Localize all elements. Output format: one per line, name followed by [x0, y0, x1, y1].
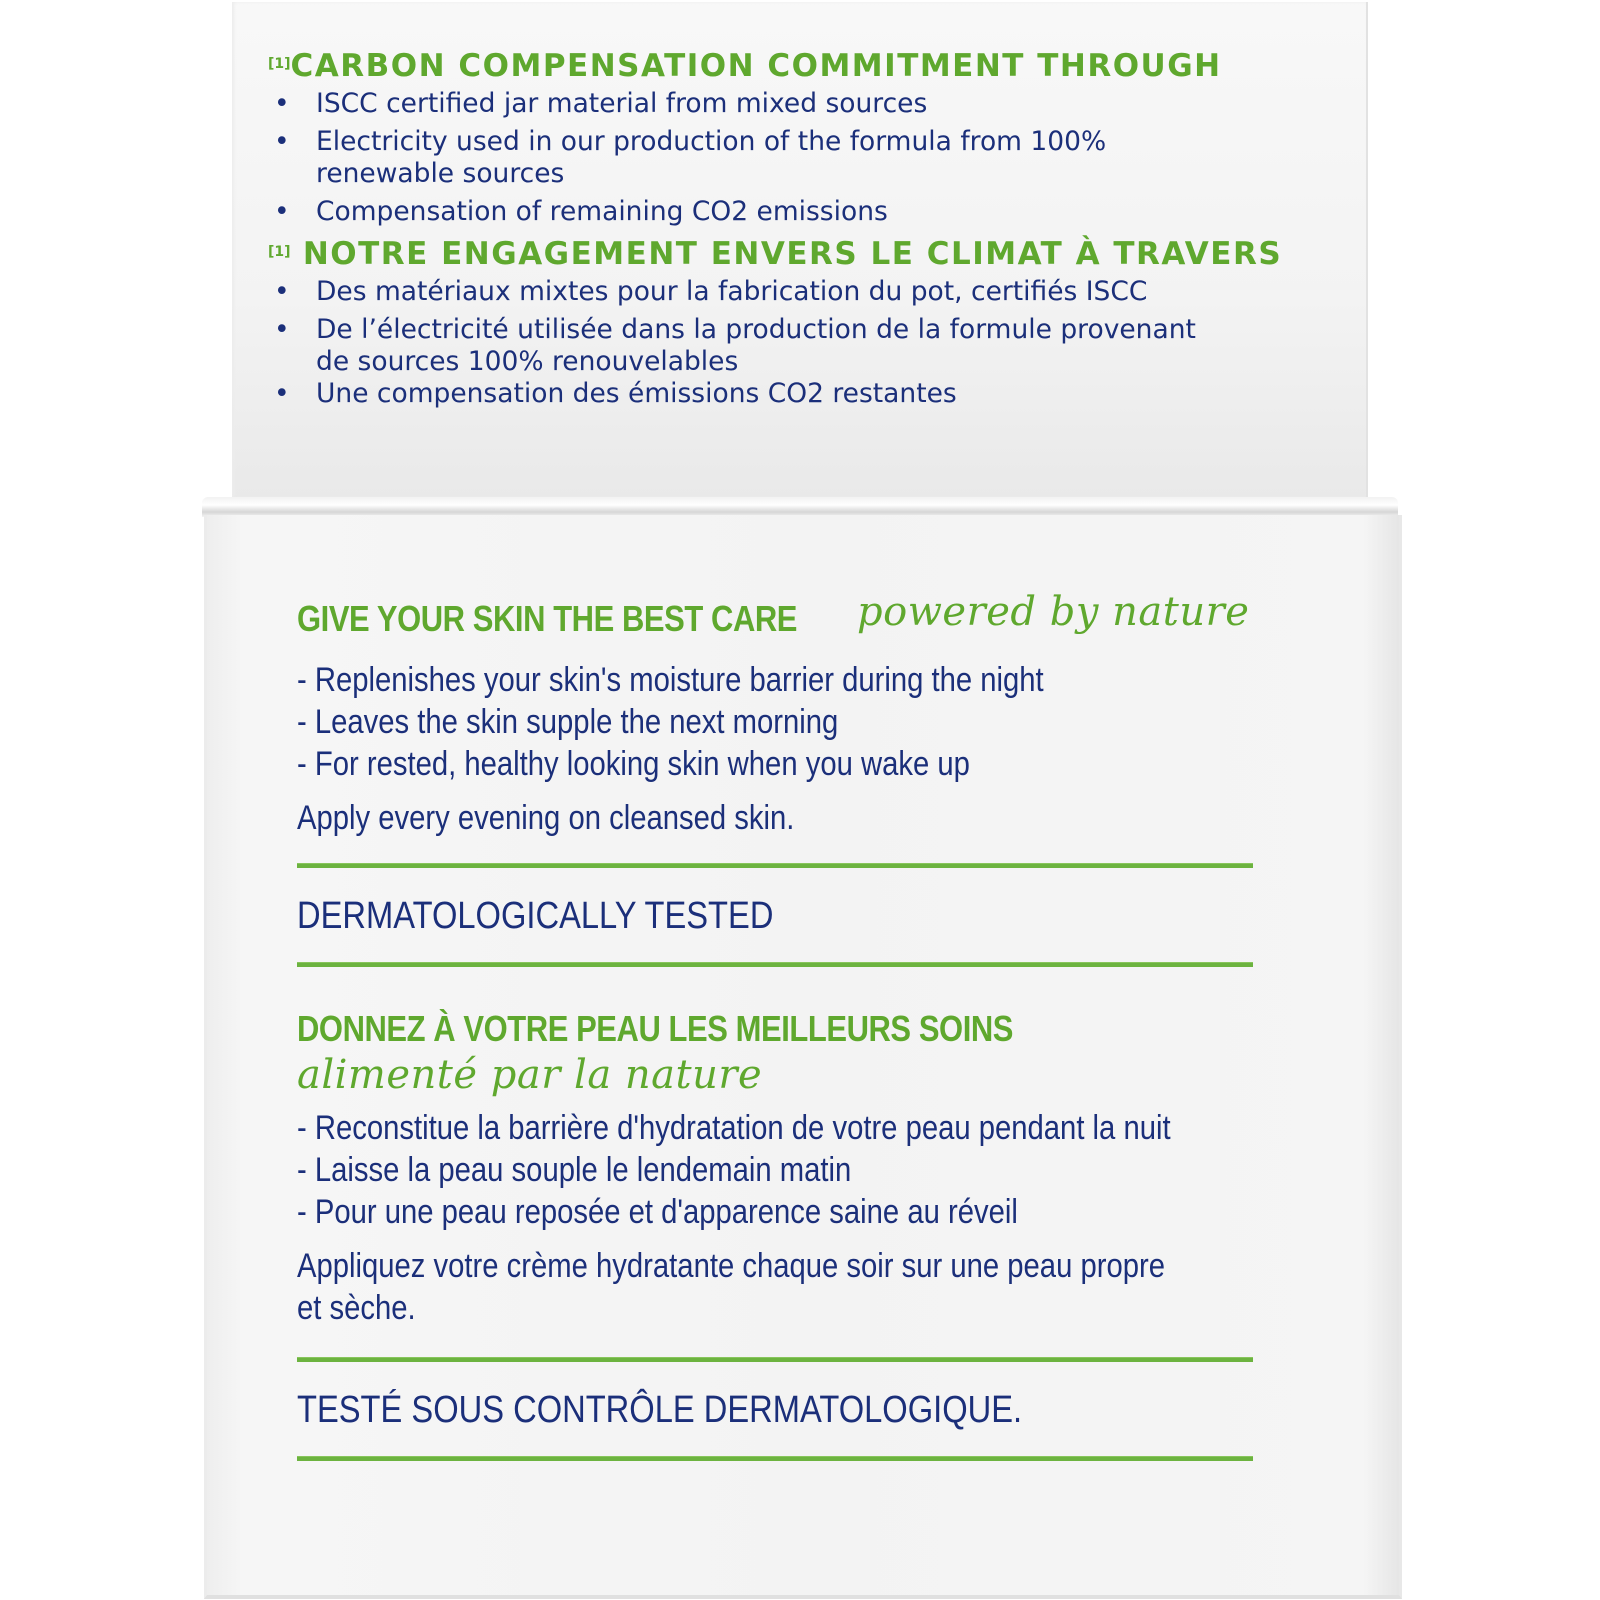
- french-title: DONNEZ À VOTRE PEAU LES MEILLEURS SOINS: [297, 1008, 1014, 1049]
- french-usage-line: et sèche.: [297, 1289, 416, 1327]
- carbon-commitment-section: [268, 46, 1348, 416]
- benefit-item: - Pour une peau reposée et d'apparence saine au réveil: [297, 1193, 1018, 1231]
- divider: [297, 1357, 1253, 1362]
- benefit-item: - Laisse la peau souple le lendemain matin: [297, 1151, 852, 1189]
- divider: [297, 863, 1253, 868]
- french-heading: [297, 1007, 1257, 1099]
- bullet-icon: •: [274, 378, 290, 409]
- list-item: [268, 196, 1348, 228]
- list-item: [268, 126, 1348, 158]
- list-item-text: Une compensation des émissions CO2 restantes: [316, 378, 957, 409]
- english-heading: [297, 587, 1257, 651]
- list-item: [268, 276, 1348, 308]
- divider: [297, 962, 1253, 967]
- bullet-icon: •: [274, 314, 290, 345]
- french-claim: TESTÉ SOUS CONTRÔLE DERMATOLOGIQUE.: [297, 1389, 1023, 1431]
- english-claim: DERMATOLOGICALLY TESTED: [297, 895, 774, 937]
- list-item: [268, 314, 1348, 346]
- bullet-icon: •: [274, 276, 290, 307]
- french-tagline: alimenté par la nature: [297, 1052, 763, 1098]
- french-benefits: [297, 1107, 1257, 1233]
- list-item-text: de sources 100% renouvelables: [316, 346, 739, 377]
- benefit-item: - Leaves the skin supple the next morning: [297, 703, 839, 741]
- list-item-continuation: [268, 346, 1348, 378]
- bullet-icon: •: [274, 196, 290, 227]
- list-item-text: renewable sources: [316, 158, 565, 189]
- benefit-item: - For rested, healthy looking skin when you wake up: [297, 745, 970, 783]
- english-benefits: [297, 659, 1257, 785]
- benefit-item: - Reconstitue la barrière d'hydratation de votre peau pendant la nuit: [297, 1109, 1171, 1147]
- list-item-continuation: [268, 158, 1348, 190]
- carbon-heading-en-text: CARBON COMPENSATION COMMITMENT THROUGH: [290, 48, 1222, 84]
- list-item-text: Des matériaux mixtes pour la fabrication du pot, certifiés ISCC: [316, 276, 1148, 307]
- footnote-marker: [1]: [268, 56, 291, 72]
- list-item-text: Compensation of remaining CO2 emissions: [316, 196, 888, 227]
- english-usage: Apply every evening on cleansed skin.: [297, 799, 795, 837]
- carbon-heading-fr: [268, 234, 1348, 274]
- list-item-text: Electricity used in our production of the formula from 100%: [316, 126, 1107, 157]
- french-usage-line: Appliquez votre crème hydratante chaque soir sur une peau propre: [297, 1247, 1165, 1285]
- french-usage: [297, 1245, 1257, 1329]
- carbon-heading-fr-text: NOTRE ENGAGEMENT ENVERS LE CLIMAT À TRAVERS: [302, 236, 1283, 272]
- list-item: [268, 378, 1348, 410]
- box-ledge: [202, 497, 1398, 517]
- carbon-list-fr: [268, 276, 1348, 410]
- carbon-list-en: [268, 88, 1348, 228]
- package-box-panel: [204, 515, 1402, 1599]
- bullet-icon: •: [274, 126, 290, 157]
- list-item-text: De l’électricité utilisée dans la production de la formule provenant: [316, 314, 1196, 345]
- package-lid-panel: [232, 2, 1368, 498]
- english-title: GIVE YOUR SKIN THE BEST CARE: [297, 598, 798, 639]
- list-item: [268, 88, 1348, 120]
- list-item-text: ISCC certified jar material from mixed sources: [316, 88, 928, 119]
- english-tagline: powered by nature: [857, 589, 1250, 635]
- benefit-item: - Replenishes your skin's moisture barrier during the night: [297, 661, 1044, 699]
- product-description: [297, 587, 1257, 1461]
- bullet-icon: •: [274, 88, 290, 119]
- divider: [297, 1456, 1253, 1461]
- carbon-heading-en: [268, 46, 1348, 86]
- footnote-marker: [1]: [268, 244, 291, 260]
